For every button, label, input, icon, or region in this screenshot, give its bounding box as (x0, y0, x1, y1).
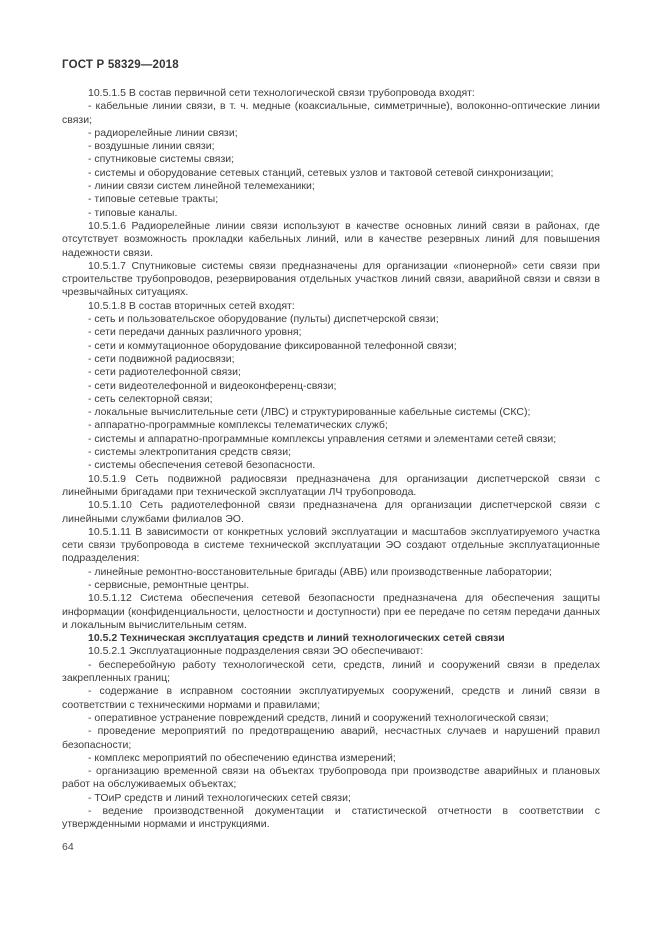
document-body (62, 87, 600, 832)
list-item: - локальные вычислительные сети (ЛВС) и структурированные кабельные системы (СКС); (88, 406, 531, 419)
list-item: - воздушные линии связи; (88, 140, 215, 153)
list-item: - проведение мероприятий по предотвращению аварий, несчастных случаев и нарушений правил безопасности; (62, 725, 600, 751)
list-item: - сеть и пользовательское оборудование (пульты) диспетчерской связи; (88, 313, 439, 326)
list-item: - ТОиР средств и линий технологических сетей связи; (88, 791, 351, 804)
list-item: - типовые каналы. (88, 206, 178, 219)
page-footer (62, 841, 74, 853)
list-item: - сети видеотелефонной и видеоконференц-связи; (88, 379, 337, 392)
list-item: - радиорелейные линии связи; (88, 126, 238, 139)
page-number: 64 (62, 841, 74, 853)
list-item: - типовые сетевые тракты; (88, 193, 219, 206)
list-item: - системы и оборудование сетевых станций, сетевых узлов и тактовой сетевой синхронизации; (88, 166, 554, 179)
list-item: - сети радиотелефонной связи; (88, 366, 241, 379)
list-item: - кабельные линии связи, в т. ч. медные (коаксиальные, симметричные), волоконно-оптические линии связи; (62, 100, 600, 126)
list-item: - линейные ремонтно-восстановительные бригады (АВБ) или производственные лаборатории; (88, 565, 552, 578)
paragraph: 10.5.1.9 Сеть подвижной радиосвязи предназначена для организации диспетчерской связи с линейными бригадами при технической эксплуатации ЛЧ трубопровода. (62, 472, 600, 498)
list-item: - линии связи систем линейной телемеханики; (88, 180, 315, 193)
paragraph: 10.5.2.1 Эксплуатационные подразделения связи ЭО обеспечивают: (88, 645, 424, 658)
list-item: - бесперебойную работу технологической сети, средств, линий и сооружений связи в пределах закрепленных границ; (62, 658, 600, 685)
paragraph: 10.5.1.7 Спутниковые системы связи предназначены для организации «пионерной» сети связи при строительстве трубопроводов, резервирования отдельных участков линий связи, аварийной связи и связи в чрезвычайных ситуациях. (62, 259, 600, 299)
list-item: - сервисные, ремонтные центры. (88, 578, 250, 591)
list-item: - спутниковые системы связи; (88, 153, 235, 166)
section-heading: 10.5.2 Техническая эксплуатация средств и линий технологических сетей связи (88, 632, 505, 645)
paragraph: 10.5.1.11 В зависимости от конкретных условий эксплуатации и масштабов эксплуатируемого участка сети связи трубопровода в системе технической эксплуатации ЭО создают отдельные эксплуатационные подразделения: (62, 525, 600, 565)
list-item: - комплекс мероприятий по обеспечению единства измерений; (88, 751, 396, 764)
list-item: - сети подвижной радиосвязи; (88, 352, 235, 365)
list-item: - системы и аппаратно-программные комплексы управления сетями и элементами сетей связи; (88, 432, 557, 445)
paragraph: 10.5.1.8 В состав вторичных сетей входят: (88, 299, 295, 312)
list-item: - ведение производственной документации и статистической отчетности в соответствии с утвержденными нормами и инструкциями. (62, 805, 600, 831)
paragraph: 10.5.1.10 Сеть радиотелефонной связи предназначена для организации диспетчерской связи с линейными службами филиалов ЭО. (62, 499, 600, 525)
list-item: - сети передачи данных различного уровня; (88, 326, 302, 339)
standard-number: ГОСТ Р 58329—2018 (62, 59, 179, 71)
list-item: - аппаратно-программные комплексы телематических служб; (88, 419, 388, 432)
page-header (62, 59, 179, 71)
paragraph: 10.5.1.6 Радиорелейные линии связи используют в качестве основных линий связи в районах, где отсутствует возможность прокладки кабельных линий, или в качестве резервных линий для повышения надежности связи. (62, 219, 600, 259)
list-item: - сети и коммутационное оборудование фиксированной телефонной связи; (88, 339, 457, 352)
list-item: - оперативное устранение повреждений средств, линий и сооружений технологической связи; (88, 711, 549, 724)
list-item: - содержание в исправном состоянии эксплуатируемых сооружений, средств и линий связи в соответствии с техническими нормами и правилами; (62, 685, 600, 711)
paragraph: 10.5.1.5 В состав первичной сети технологической связи трубопровода входят: (88, 87, 475, 99)
list-item: - сеть селекторной связи; (88, 392, 213, 405)
paragraph: 10.5.1.12 Система обеспечения сетевой безопасности предназначена для обеспечения защиты информации (конфиденциальности, целостности и доступности) при ее передаче по сетям передачи данных и локальным вычислительным сетям. (62, 592, 600, 631)
list-item: - организацию временной связи на объектах трубопровода при производстве аварийных и плановых работ на обслуживаемых объектах; (62, 765, 600, 791)
list-item: - системы обеспечения сетевой безопасности. (88, 459, 316, 472)
list-item: - системы электропитания средств связи; (88, 446, 292, 459)
